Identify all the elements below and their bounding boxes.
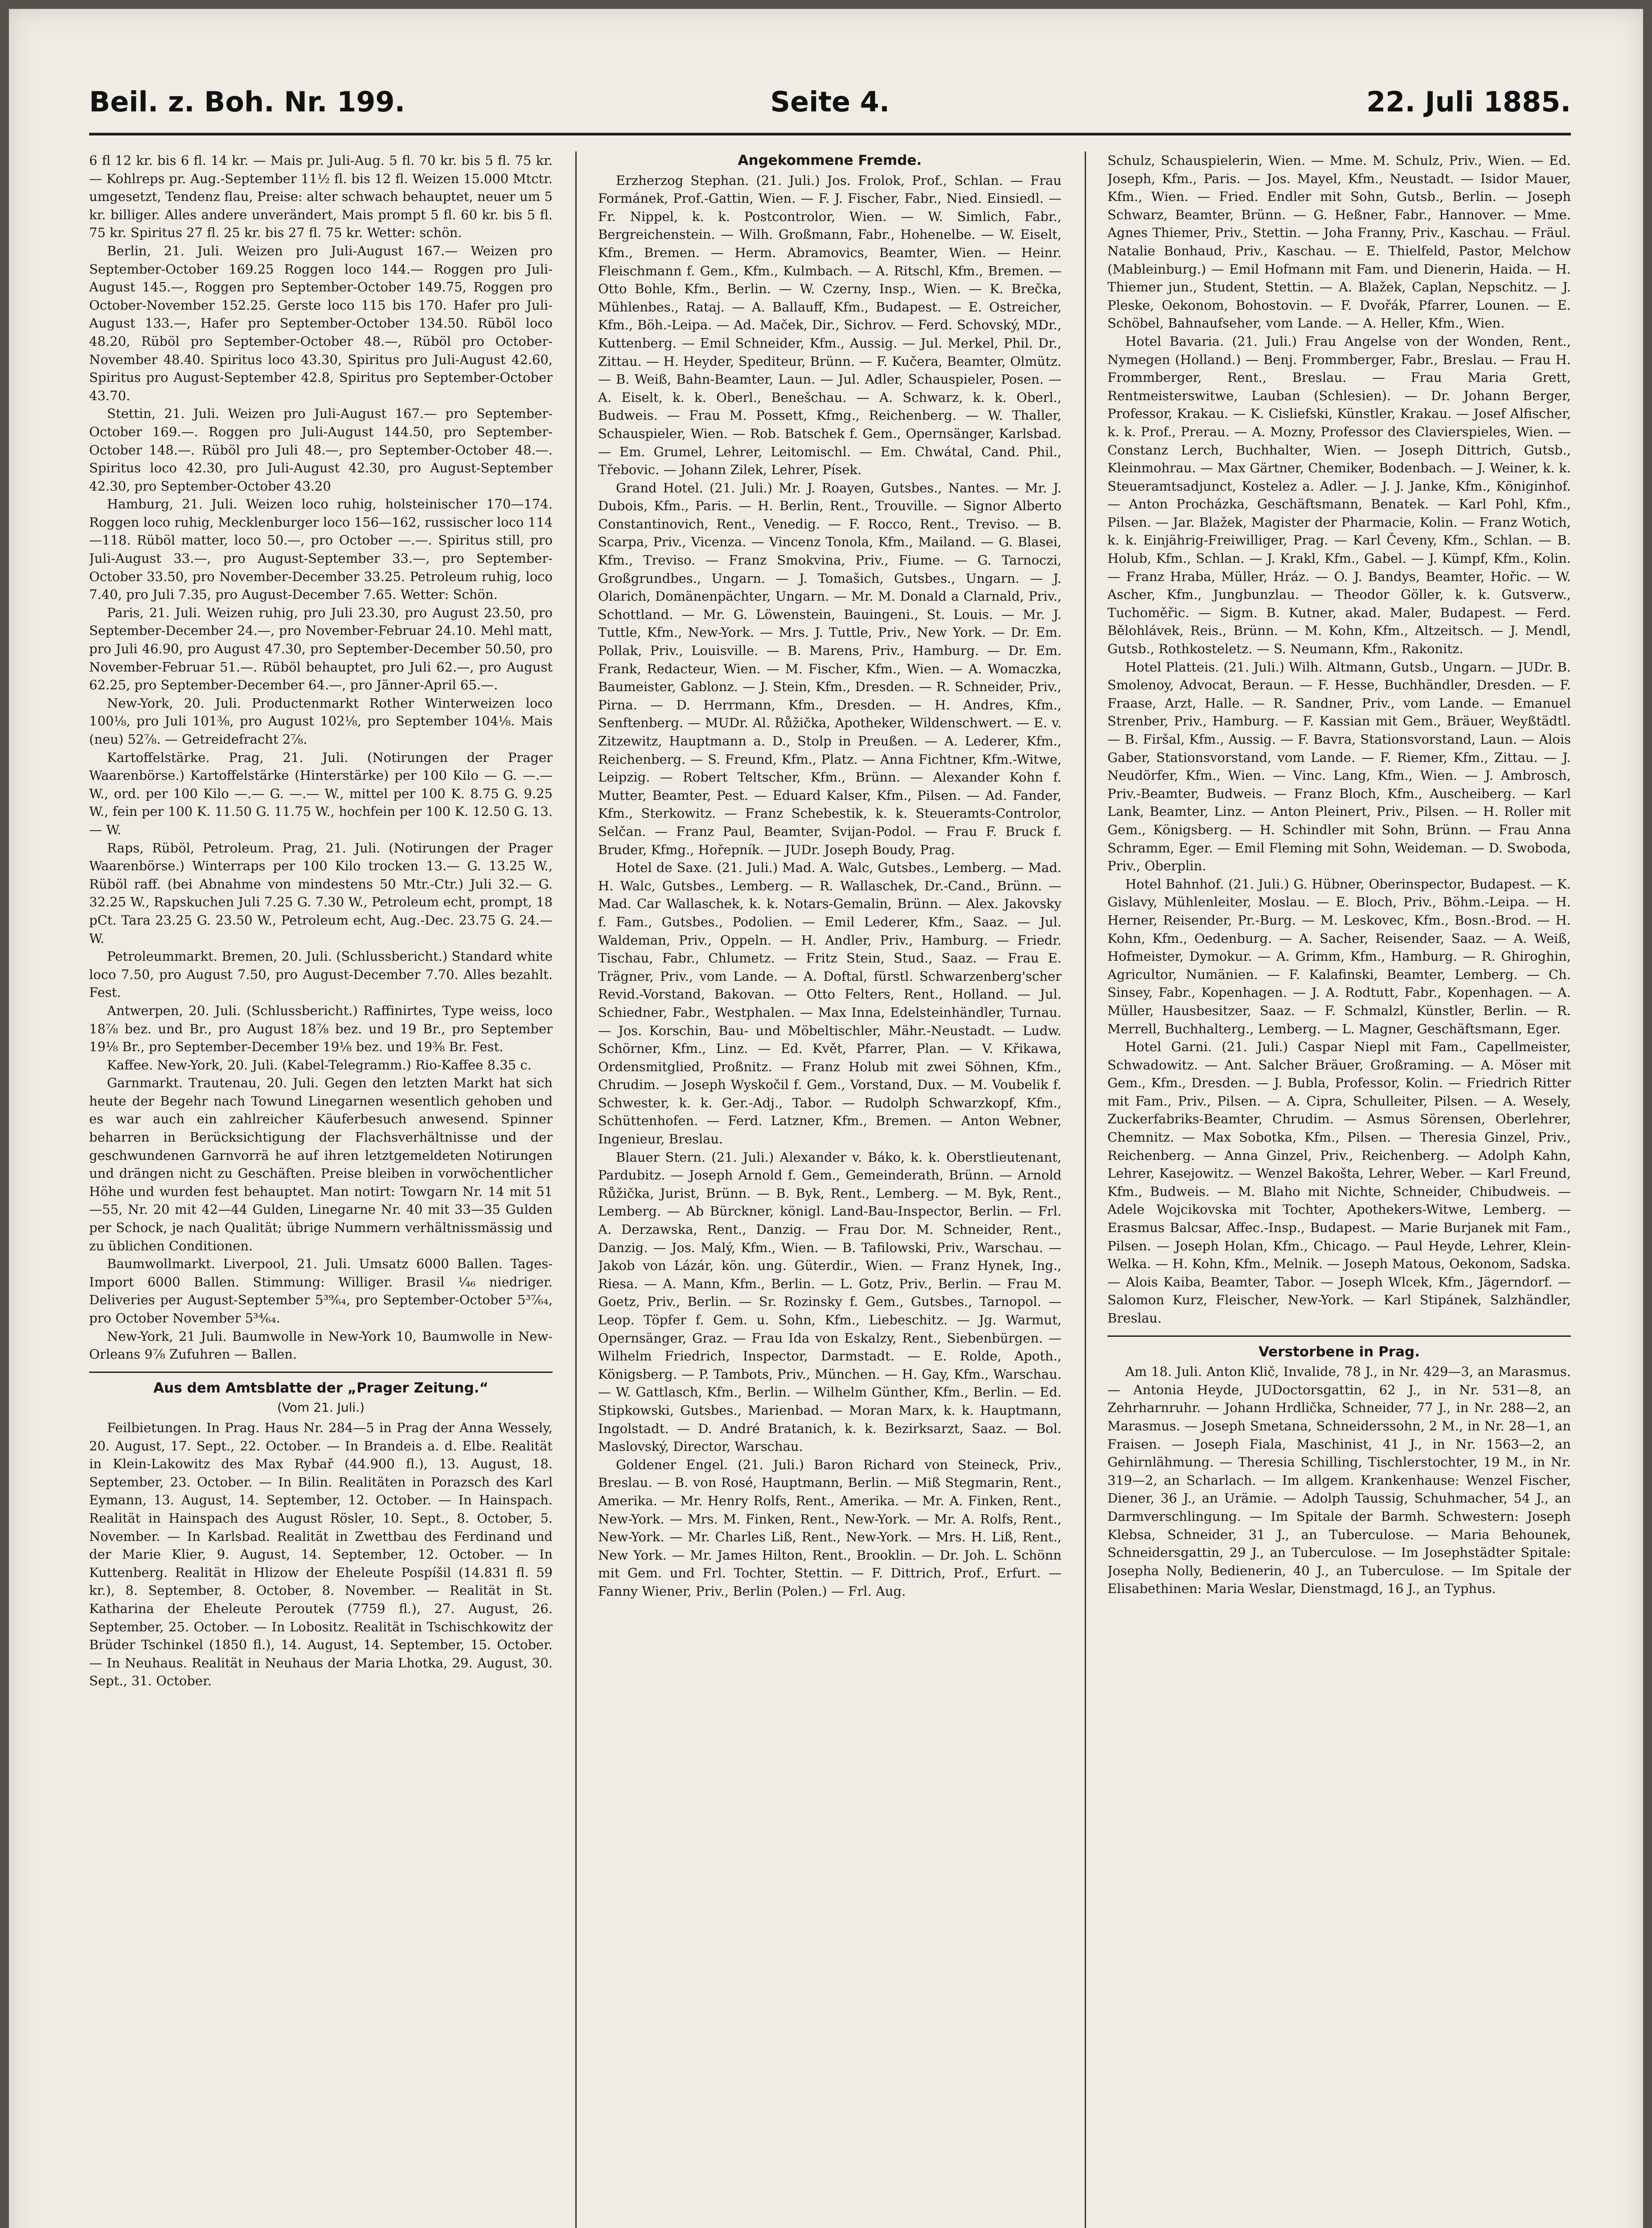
amtsblatt-text: Feilbietungen. In Prag. Haus Nr. 284—5 in Prag der Anna Wessely, 20. August, 17. Sept., 22. October. — In Brandeis a. d. Elbe. Realität in Klein-Lakowitz des Max Rybař (44.900 fl.), 13. August, 18. September, 23. October. — In Bilin. Realitäten in Porazsch des Karl Eymann, 13. August, 14. September, 12. October. — In Hainspach. Realität in Hainspach des August Rösler, 10. Sept., 8. October, 5. November. — In Karlsbad. Realität in Zwettbau des Ferdinand und der Marie Klier, 9. August, 14. September, 12. October. — In Kuttenberg. Realität in Hlizow der Eheleute Pospíšil (14.831 fl. 59 kr.), 8. September, 8. October, 8. November. — Realität in St. Katharina der Eheleute Peroutek (7759 fl.), 27. August, 26. September, 25. October. — In Lobositz. Realität in Tschischkowitz der Brüder Tschinkel (1850 fl.), 14. August, 14. September, 15. October. — In Neuhaus. Realität in Neuhaus der Maria Lhotka, 29. August, 30. Sept., 31. October. bbox=[89, 1420, 553, 1689]
market-kaffee: Kaffee. New-York, 20. Juli. (Kabel-Telegramm.) Rio-Kaffee 8.35 c. bbox=[107, 1057, 532, 1073]
market-newyork: New-York, 20. Juli. Productenmarkt Rother Winterweizen loco 100⅛, pro Juli 101⅜, pro August 102⅛, pro September 104⅛. Mais (neu) 52⅞. — Getreidefracht 2⅞. bbox=[89, 695, 553, 747]
visitors-heading: Angekommene Fremde. bbox=[738, 152, 922, 168]
hotel-bahnhof: Hotel Bahnhof. (21. Juli.) G. Hübner, Oberinspector, Budapest. — K. Gislavy, Mühlenleiter, Moslau. — E. Bloch, Priv., Böhm.-Leipa. — H. Herner, Reisender, Pr.-Burg. — M. Leskovec, Kfm., Bosn.-Brod. — H. Kohn, Kfm., Oedenburg. — A. Sacher, Reisender, Saaz. — A. Weiß, Hofmeister, Dymokur. — A. Grimm, Kfm., Hamburg. — R. Ghiroghin, Agricultor, Numänien. — F. Kalafinski, Beamter, Lemberg. — Ch. Sinsey, Fabr., Kopenhagen. — J. A. Rodtutt, Fabr., Kopenhagen. — A. Müller, Hausbesitzer, Saaz. — F. Schmalzl, Künstler, Berlin. — R. Merrell, Buchhalterg., Lemberg. — L. Magner, Geschäftsmann, Eger. bbox=[1107, 876, 1571, 1036]
hotel-bavaria: Hotel Bavaria. (21. Juli.) Frau Angelse von der Wonden, Rent., Nymegen (Holland.) — Benj. Frommberger, Fabr., Breslau. — Frau H. Frommberger, Rent., Breslau. — Frau Maria Grett, Rentmeisterswitwe, Lauban (Schlesien). — Dr. Johann Berger, Professor, Krakau. — K. Cisliefski, Künstler, Krakau. — Josef Alfischer, k. k. Prof., Prerau. — A. Mozny, Professor des Clavierspieles, Wien. — Constanz Lerch, Buchhalter, Wien. — Joseph Dittrich, Gutsb., Kleinmohrau. — Max Gärtner, Chemiker, Bodenbach. — J. Weiner, k. k. Steueramtsadjunct, Kostelez a. Adler. — J. J. Janke, Kfm., Königinhof. — Anton Procházka, Geschäftsmann, Benatek. — Karl Pohl, Kfm., Pilsen. — Jar. Blažek, Magister der Pharmacie, Kolin. — Franz Wotich, k. k. Einjährig-Freiwilliger, Prag. — Karl Čeveny, Kfm., Schlan. — B. Holub, Kfm., Schlan. — J. Krakl, Kfm., Gabel. — J. Kümpf, Kfm., Kolin. — Franz Hraba, Müller, Hráz. — O. J. Bandys, Beamter, Hořic. — W. Ascher, Kfm., Jungbunzlau. — Theodor Göller, k. k. Gutsverw., Tuchoměřic. — Sigm. B. Kutner, akad. Maler, Budapest. — Ferd. Bělohlávek, Reis., Brünn. — M. Kohn, Kfm., Altzeitsch. — J. Mendl, Gutsb., Rothkosteletz. — S. Neumann, Kfm., Rakonitz. bbox=[1107, 333, 1571, 657]
market-berlin: Berlin, 21. Juli. Weizen pro Juli-August 167.— Weizen pro September-October 169.25 Roggen loco 144.— Roggen pro Juli-August 145.—, Roggen pro September-October 149.75, Roggen pro October-November 152.25. Gerste loco 115 bis 170. Hafer pro Juli-August 133.—, Hafer pro September-October 134.50. Rüböl loco 48.20, Rüböl pro September-October 48.—, Rüböl pro October-November 48.40. Spiritus loco 43.30, Spiritus pro Juli-August 42.60, Spiritus pro August-September 42.8, Spiritus pro September-October 43.70. bbox=[89, 243, 553, 403]
market-baumwolle: Baumwollmarkt. Liverpool, 21. Juli. Umsatz 6000 Ballen. Tages-Import 6000 Ballen. Stimmung: Williger. Brasil ¼₆ niedriger. Deliveries per August-September 5³⁹⁄₆₄, pro September-October 5³⁷⁄₆₄, pro October November 5³⁴⁄₆₄. bbox=[89, 1256, 553, 1326]
hotel-grand: Grand Hotel. (21. Juli.) Mr. J. Roayen, Gutsbes., Nantes. — Mr. J. Dubois, Kfm., Paris. — H. Berlin, Rent., Trouville. — Signor Alberto Constantinovich, Rent., Venedig. — F. Rocco, Rent., Treviso. — B. Scarpa, Priv., Vicenza. — Vincenz Tonola, Kfm., Mailand. — G. Blasei, Kfm., Treviso. — Franz Smokvina, Priv., Fiume. — G. Tarnoczi, Großgrundbes., Ungarn. — J. Tomašich, Gutsbes., Ungarn. — J. Olarich, Domänenpächter, Ungarn. — Mr. M. Donald a Clarnald, Priv., Schottland. — Mr. G. Löwenstein, Bauingeni., St. Louis. — Mr. J. Tuttle, Kfm., New-York. — Mrs. J. Tuttle, Priv., New York. — Dr. Em. Pollak, Priv., Louisville. — B. Marens, Priv., Hamburg. — Dr. Em. Frank, Redacteur, Wien. — M. Fischer, Kfm., Wien. — A. Womaczka, Baumeister, Gablonz. — J. Stein, Kfm., Dresden. — R. Schneider, Priv., Pirna. — D. Herrmann, Kfm., Dresden. — H. Andres, Kfm., Senftenberg. — MUDr. Al. Růžička, Apotheker, Wildenschwert. — E. v. Zitzewitz, Hauptmann a. D., Stolp in Preußen. — A. Lederer, Kfm., Reichenberg. — S. Freund, Kfm., Platz. — Anna Fichtner, Kfm.-Witwe, Leipzig. — Robert Teltscher, Kfm., Brünn. — Alexander Kohn f. Mutter, Beamter, Pest. — Eduard Kalser, Kfm., Pilsen. — Ad. Fander, Kfm., Sterkowitz. — Franz Schebestik, k. k. Steueramts-Controlor, Selčan. — Franz Paul, Beamter, Svijan-Podol. — Frau F. Bruck f. Bruder, Kfmg., Hořepník. — JUDr. Joseph Boudy, Prag. bbox=[598, 480, 1062, 857]
column-markets bbox=[89, 152, 553, 2228]
header-date: 22. Juli 1885. bbox=[1366, 86, 1571, 118]
column-visitors-continued bbox=[1107, 152, 1571, 2228]
header-rule bbox=[89, 133, 1571, 135]
market-baumwolle-newyork: New-York, 21 Juli. Baumwolle in New-York 10, Baumwolle in New-Orleans 9⅞ Zufuhren — Ballen. bbox=[89, 1328, 553, 1362]
newspaper-page bbox=[9, 9, 1643, 2228]
page-content bbox=[89, 76, 1571, 2228]
column-visitors bbox=[598, 152, 1062, 2228]
market-antwerpen: Antwerpen, 20. Juli. (Schlussbericht.) Raffinirtes, Type weiss, loco 18⅞ bez. und Br., pro August 18⅞ bez. und 19 Br., pro September 19⅛ Br., pro September-December 19⅛ bez. und 19⅜ Br. Fest. bbox=[89, 1003, 553, 1055]
market-stettin: Stettin, 21. Juli. Weizen pro Juli-August 167.— pro September-October 169.—. Roggen pro Juli-August 144.50, pro September-October 148.—. Rüböl pro Juli 48.—, pro September-October 48.—. Spiritus loco 42.30, pro Juli-August 42.30, pro August-September 42.30, pro September-October 43.20 bbox=[89, 406, 553, 494]
hotel-de-saxe: Hotel de Saxe. (21. Juli.) Mad. A. Walc, Gutsbes., Lemberg. — Mad. H. Walc, Gutsbes., Lemberg. — R. Wallaschek, Dr.-Cand., Brünn. — Mad. Car Wallaschek, k. k. Notars-Gemalin, Brünn. — Alex. Jakovsky f. Fam., Gutsbes., Podolien. — Emil Lederer, Kfm., Saaz. — Jul. Waldeman, Priv., Oppeln. — H. Andler, Priv., Hamburg. — Friedr. Tischau, Fabr., Chlumetz. — Fritz Stein, Stud., Saaz. — Frau E. Trägner, Priv., vom Lande. — A. Doftal, fürstl. Schwarzenberg'scher Revid.-Vorstand, Bakovan. — Otto Felters, Rent., Holland. — Jul. Schiedner, Fabr., Westphalen. — Max Inna, Edelsteinhändler, Turnau. — Jos. Korschin, Bau- und Möbeltischler, Mähr.-Neustadt. — Ludw. Schörner, Kfm., Linz. — Ed. Květ, Pfarrer, Plan. — V. Křikawa, Ordensmitglied, Proßnitz. — Franz Holub mit zwei Söhnen, Kfm., Chrudim. — Joseph Wyskočil f. Gem., Vorstand, Dux. — M. Voubelik f. Schwester, k. k. Ger.-Adj., Tabor. — Rudolph Schwarzkopf, Kfm., Schüttenhofen. — Ferd. Latzner, Kfm., Bremen. — Anton Webner, Ingenieur, Breslau. bbox=[598, 860, 1062, 1147]
hotel-goldener-engel: Goldener Engel. (21. Juli.) Baron Richard von Steineck, Priv., Breslau. — B. von Rosé, Hauptmann, Berlin. — Miß Stegmarin, Rent., Amerika. — Mr. Henry Rolfs, Rent., Amerika. — Mr. A. Finken, Rent., New-York. — Mrs. M. Finken, Rent., New-York. — Mr. A. Rolfs, Rent., New-York. — Mr. Charles Liß, Rent., New-York. — Mrs. H. Liß, Rent., New York. — Mr. James Hilton, Rent., Brooklin. — Dr. Joh. L. Schönn mit Gem. und Frl. Tochter, Stettin. — F. Dittrich, Prof., Erfurt. — Fanny Wiener, Priv., Berlin (Polen.) — Frl. Aug. bbox=[598, 1457, 1062, 1599]
hotel-list-continued: Schulz, Schauspielerin, Wien. — Mme. M. Schulz, Priv., Wien. — Ed. Joseph, Kfm., Paris. — Jos. Mayel, Kfm., Neustadt. — Isidor Mauer, Kfm., Wien. — Fried. Endler mit Sohn, Gutsb., Berlin. — Joseph Schwarz, Beamter, Brünn. — G. Heßner, Fabr., Hannover. — Mme. Agnes Thiemer, Priv., Stettin. — Joha Franny, Priv., Kaschau. — Fräul. Natalie Bonhaud, Priv., Kaschau. — E. Thielfeld, Pastor, Melchow (Mableinburg.) — Emil Hofmann mit Fam. und Dienerin, Haida. — H. Thiemer jun., Student, Stettin. — A. Blažek, Caplan, Nepschitz. — J. Pleske, Oekonom, Bohostovin. — F. Dvořák, Pfarrer, Lounen. — E. Schöbel, Bahnaufseher, vom Lande. — A. Heller, Kfm., Wien. bbox=[1107, 153, 1571, 331]
deaths-heading: Verstorbene in Prag. bbox=[1258, 1343, 1420, 1360]
header-page-number: Seite 4. bbox=[770, 86, 890, 118]
market-garn: Garnmarkt. Trautenau, 20. Juli. Gegen den letzten Markt hat sich heute der Begehr nach Towund Linegarnen wesentlich gehoben und es war auch ein zahlreicher Käuferbesuch anwesend. Spinner beharren in Berücksichtigung der Flachsverhältnisse und der geschwundenen Garnvorrä he auf ihren letztgemeldeten Notirungen und drängen nicht zu Geschäften. Preise bleiben in vorwöchentlicher Höhe und wurden fest behauptet. Man notirt: Towgarn Nr. 14 mit 51—55, Nr. 20 mit 42—44 Gulden, Linegarne Nr. 40 mit 33—35 Gulden per Schock, je nach Qualität; übrige Nummern verhältnissmässig und zu üblichen Conditionen. bbox=[89, 1075, 553, 1253]
section-divider bbox=[1107, 1335, 1571, 1337]
hotel-erzherzog-stephan: Erzherzog Stephan. (21. Juli.) Jos. Frolok, Prof., Schlan. — Frau Formánek, Prof.-Gattin, Wien. — F. J. Fischer, Fabr., Nied. Einsiedl. — Fr. Nippel, k. k. Postcontrolor, Wien. — W. Simlich, Fabr., Bergreichenstein. — Wilh. Großmann, Fabr., Hohenelbe. — W. Eiselt, Kfm., Bremen. — Herm. Abramovics, Beamter, Wien. — Heinr. Fleischmann f. Gem., Kfm., Kulmbach. — A. Ritschl, Kfm., Bremen. — Otto Bohle, Kfm., Berlin. — W. Czerny, Insp., Wien. — K. Brečka, Mühlenbes., Rataj. — A. Ballauff, Kfm., Budapest. — E. Ostreicher, Kfm., Böh.-Leipa. — Ad. Maček, Dir., Sichrov. — Ferd. Schovský, MDr., Kuttenberg. — Emil Schneider, Kfm., Aussig. — Jul. Merkel, Phil. Dr., Zittau. — H. Heyder, Spediteur, Brünn. — F. Kučera, Beamter, Olmütz. — B. Weiß, Bahn-Beamter, Laun. — Jul. Adler, Schauspieler, Posen. — A. Eiselt, k. k. Oberl., Benešchau. — A. Schwarz, k. k. Oberl., Budweis. — Frau M. Possett, Kfmg., Reichenberg. — W. Thaller, Schauspieler, Wien. — Rob. Batschek f. Gem., Opernsänger, Karlsbad. — Em. Grumel, Lehrer, Leitomischl. — Em. Chwátal, Cand. Phil., Třebovic. — Johann Zilek, Lehrer, Písek. bbox=[598, 172, 1062, 478]
section-divider bbox=[89, 1372, 553, 1373]
amtsblatt-heading: Aus dem Amtsblatte der „Prager Zeitung.“ bbox=[153, 1380, 488, 1396]
market-kartoffelstaerke: Kartoffelstärke. Prag, 21. Juli. (Notirungen der Prager Waarenbörse.) Kartoffelstärke (Hinterstärke) per 100 Kilo — G. —.— W., ord. per 100 Kilo —.— G. —.— W., mittel per 100 K. 8.75 G. 9.25 W., fein per 100 K. 11.50 G. 11.75 W., hochfein per 100 K. 12.50 G. 13.— W. bbox=[89, 749, 553, 837]
market-raps: Raps, Rüböl, Petroleum. Prag, 21. Juli. (Notirungen der Prager Waarenbörse.) Winterraps per 100 Kilo trocken 13.— G. 13.25 W., Rüböl raff. (bei Abnahme von mindestens 50 Mtr.-Ctr.) Juli 32.— G. 32.25 W., Rapskuchen Juli 7.25 G. 7.30 W., Petroleum echt, prompt, 18 pCt. Tara 23.25 G. 23.50 W., Petroleum echt, Aug.-Dec. 23.75 G. 24.— W. bbox=[89, 840, 553, 946]
deaths-list: Am 18. Juli. Anton Klič, Invalide, 78 J., in Nr. 429—3, an Marasmus. — Antonia Heyde, JUDoctorsgattin, 62 J., in Nr. 531—8, an Zehrharnruhr. — Johann Hrdlička, Schneider, 77 J., in Nr. 288—2, an Marasmus. — Joseph Smetana, Schneiderssohn, 2 M., in Nr. 28—1, an Fraisen. — Joseph Fiala, Maschinist, 41 J., in Nr. 1563—2, an Gehirnlähmung. — Theresia Schilling, Tischlerstochter, 19 M., in Nr. 319—2, an Scharlach. — Im allgem. Krankenhause: Wenzel Fischer, Diener, 36 J., an Urämie. — Adolph Taussig, Schuhmacher, 54 J., an Darmverschlingung. — Im Spitale der Barmh. Schwestern: Joseph Klebsa, Schneider, 31 J., an Tuberculose. — Maria Behounek, Schneidersgattin, 29 J., an Tuberculose. — Im Josephstädter Spitale: Josepha Nolly, Bedienerin, 40 J., an Tuberculose. — Im Spitale der Elisabethinen: Maria Weslar, Dienstmagd, 16 J., an Typhus. bbox=[1107, 1364, 1571, 1597]
column-divider bbox=[1085, 152, 1086, 2228]
hotel-blauer-stern: Blauer Stern. (21. Juli.) Alexander v. Báko, k. k. Oberstlieutenant, Pardubitz. — Joseph Arnold f. Gem., Gemeinderath, Brünn. — Arnold Růžička, Jurist, Brünn. — B. Byk, Rent., Lemberg. — M. Byk, Rent., Lemberg. — Ab Bürckner, königl. Land-Bau-Inspector, Berlin. — Frl. A. Derzawska, Rent., Danzig. — Frau Dor. M. Schneider, Rent., Danzig. — Jos. Malý, Kfm., Wien. — B. Tafilowski, Priv., Warschau. — Jakob von Lázár, kön. ung. Güterdir., Wien. — Franz Hynek, Ing., Riesa. — A. Mann, Kfm., Berlin. — L. Gotz, Priv., Berlin. — Frau M. Goetz, Priv., Berlin. — Sr. Rozinsky f. Gem., Gutsbes., Tarnopol. — Leop. Töpfer f. Gem. u. Sohn, Kfm., Liebeschitz. — Jg. Warmut, Opernsänger, Graz. — Frau Ida von Eskalzy, Rent., Siebenbürgen. — Wilhelm Friedrich, Inspector, Darmstadt. — E. Rolde, Apoth., Königsberg. — P. Tambots, Priv., München. — H. Gay, Kfm., Warschau. — W. Gattlasch, Kfm., Berlin. — Wilhelm Günther, Kfm., Berlin. — Ed. Stipkowski, Gutsbes., Marienbad. — Moran Marx, k. k. Hauptmann, Ingolstadt. — D. André Bratanich, k. k. Bezirksarzt, Saaz. — Bol. Maslovský, Director, Warschau. bbox=[598, 1149, 1062, 1454]
market-paris: Paris, 21. Juli. Weizen ruhig, pro Juli 23.30, pro August 23.50, pro September-December 24.—, pro November-Februar 24.10. Mehl matt, pro Juli 46.90, pro August 47.30, pro September-December 50.50, pro November-Februar 51.—. Rüböl behauptet, pro Juli 62.—, pro August 62.25, pro September-December 64.—, pro Jänner-April 65.—. bbox=[89, 605, 553, 693]
page-header bbox=[89, 76, 1571, 125]
column-divider bbox=[575, 152, 577, 2228]
hotel-garni: Hotel Garni. (21. Juli.) Caspar Niepl mit Fam., Capellmeister, Schwadowitz. — Ant. Salcher Bräuer, Großraming. — A. Möser mit Gem., Kfm., Dresden. — J. Bubla, Professor, Kolin. — Friedrich Ritter mit Fam., Priv., Pilsen. — A. Cipra, Schulleiter, Pilsen. — A. Wesely, Zuckerfabriks-Beamter, Chrudim. — Asmus Sörensen, Oberlehrer, Chemnitz. — Max Sobotka, Kfm., Pilsen. — Theresia Ginzel, Priv., Reichenberg. — Anna Ginzel, Priv., Reichenberg. — Adolph Kahn, Lehrer, Kasejowitz. — Wenzel Bakošta, Lehrer, Weber. — Karl Freund, Kfm., Budweis. — M. Blaho mit Nichte, Schneider, Chibudweis. — Adele Wojcikovska mit Tochter, Apothekers-Witwe, Lemberg. — Erasmus Balcsar, Affec.-Insp., Budapest. — Marie Burjanek mit Fam., Pilsen. — Joseph Holan, Kfm., Chicago. — Paul Heyde, Lehrer, Klein-Welka. — H. Kohn, Kfm., Melnik. — Joseph Matous, Oekonom, Sadska. — Alois Kaiba, Beamter, Tabor. — Joseph Wlcek, Kfm., Jägerndorf. — Salomon Kurz, Fleischer, New-York. — Karl Stipánek, Salzhändler, Breslau. bbox=[1107, 1039, 1571, 1326]
header-issue: Beil. z. Boh. Nr. 199. bbox=[89, 86, 406, 118]
market-hamburg: Hamburg, 21. Juli. Weizen loco ruhig, holsteinischer 170—174. Roggen loco ruhig, Mecklenburger loco 156—162, russischer loco 114—118. Rüböl matter, loco 50.—, pro October —.—. Spiritus still, pro Juli-August 33.—, pro August-September 33.—, pro September-October 33.50, pro November-December 33.25. Petroleum ruhig, loco 7.40, pro Juli 7.35, pro August-December 7.65. Wetter: Schön. bbox=[89, 496, 553, 602]
market-petroleum: Petroleummarkt. Bremen, 20. Juli. (Schlussbericht.) Standard white loco 7.50, pro August 7.50, pro August-December 7.70. Alles bezahlt. Fest. bbox=[89, 949, 553, 1000]
amtsblatt-date: (Vom 21. Juli.) bbox=[277, 1400, 365, 1415]
hotel-platteis: Hotel Platteis. (21. Juli.) Wilh. Altmann, Gutsb., Ungarn. — JUDr. B. Smolenoy, Advocat, Beraun. — F. Hesse, Buchhändler, Dresden. — F. Fraase, Arzt, Halle. — R. Sandner, Priv., vom Lande. — Emanuel Strenber, Priv., Hamburg. — F. Kassian mit Gem., Bräuer, Weyßtädtl. — B. Firšal, Kfm., Aussig. — F. Bavra, Stationsvorstand, Laun. — Alois Gaber, Stationsvorstand, vom Lande. — F. Riemer, Kfm., Zittau. — J. Neudörfer, Kfm., Wien. — Vinc. Lang, Kfm., Wien. — J. Ambrosch, Priv.-Beamter, Budweis. — Franz Bloch, Kfm., Auscheiberg. — Karl Lank, Beamter, Linz. — Anton Pleinert, Priv., Pilsen. — H. Roller mit Gem., Königsberg. — H. Schindler mit Sohn, Brünn. — Frau Anna Schramm, Eger. — Emil Fleming mit Sohn, Weideman. — D. Swoboda, Priv., Oberplin. bbox=[1107, 659, 1571, 874]
market-report: 6 fl 12 kr. bis 6 fl. 14 kr. — Mais pr. Juli-Aug. 5 fl. 70 kr. bis 5 fl. 75 kr. — Kohlreps pr. Aug.-September 11½ fl. bis 12 fl. Weizen 15.000 Mtctr. umgesetzt, Tendenz flau, Preise: alter schwach behauptet, neuer um 5 kr. billiger. Alles andere unverändert, Mais prompt 5 fl. 60 kr. bis 5 fl. 75 kr. Spiritus 27 fl. 25 kr. bis 27 fl. 75 kr. Wetter: schön. bbox=[89, 153, 553, 241]
